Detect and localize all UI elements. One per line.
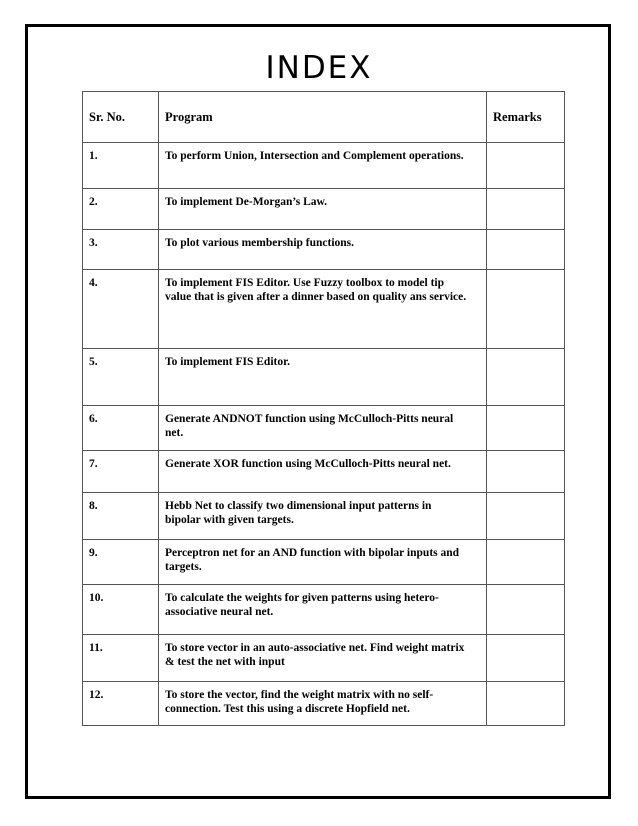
table-row <box>83 406 565 451</box>
sr-cell: 10. <box>83 585 159 635</box>
remarks-cell <box>487 635 565 682</box>
header-sr-no: Sr. No. <box>83 92 159 143</box>
table-row <box>83 143 565 189</box>
table-row <box>83 493 565 540</box>
program-cell: To plot various membership functions. <box>159 230 487 270</box>
program-cell: Hebb Net to classify two dimensional input patterns in bipolar with given targets. <box>159 493 487 540</box>
header-remarks: Remarks <box>487 92 565 143</box>
table-row <box>83 635 565 682</box>
table-row <box>83 540 565 585</box>
remarks-cell <box>487 406 565 451</box>
table-row <box>83 451 565 493</box>
remarks-cell <box>487 493 565 540</box>
program-cell: To implement De-Morgan’s Law. <box>159 189 487 230</box>
page-title: INDEX <box>265 50 373 86</box>
sr-cell: 7. <box>83 451 159 493</box>
program-cell: To store the vector, find the weight matrix with no self-connection. Test this using a discrete Hopfield net. <box>159 682 487 726</box>
remarks-cell <box>487 143 565 189</box>
program-cell: To calculate the weights for given patterns using hetero-associative neural net. <box>159 585 487 635</box>
sr-cell: 1. <box>83 143 159 189</box>
table-header-row <box>83 92 565 143</box>
sr-cell: 5. <box>83 349 159 406</box>
sr-cell: 12. <box>83 682 159 726</box>
program-cell: To store vector in an auto-associative net. Find weight matrix & test the net with input <box>159 635 487 682</box>
program-cell: To implement FIS Editor. Use Fuzzy toolbox to model tip value that is given after a dinner based on quality ans service. <box>159 270 487 349</box>
index-table <box>82 91 565 726</box>
sr-cell: 6. <box>83 406 159 451</box>
remarks-cell <box>487 682 565 726</box>
table-row <box>83 270 565 349</box>
program-cell: Perceptron net for an AND function with bipolar inputs and targets. <box>159 540 487 585</box>
sr-cell: 11. <box>83 635 159 682</box>
sr-cell: 3. <box>83 230 159 270</box>
sr-cell: 4. <box>83 270 159 349</box>
remarks-cell <box>487 230 565 270</box>
program-cell: Generate ANDNOT function using McCulloch-Pitts neural net. <box>159 406 487 451</box>
remarks-cell <box>487 585 565 635</box>
table-row <box>83 682 565 726</box>
sr-cell: 9. <box>83 540 159 585</box>
remarks-cell <box>487 540 565 585</box>
table-row <box>83 189 565 230</box>
program-cell: To perform Union, Intersection and Complement operations. <box>159 143 487 189</box>
sr-cell: 2. <box>83 189 159 230</box>
program-cell: Generate XOR function using McCulloch-Pitts neural net. <box>159 451 487 493</box>
remarks-cell <box>487 270 565 349</box>
program-cell: To implement FIS Editor. <box>159 349 487 406</box>
table-row <box>83 585 565 635</box>
remarks-cell <box>487 349 565 406</box>
header-program: Program <box>159 92 487 143</box>
remarks-cell <box>487 451 565 493</box>
table-row <box>83 349 565 406</box>
remarks-cell <box>487 189 565 230</box>
table-row <box>83 230 565 270</box>
sr-cell: 8. <box>83 493 159 540</box>
